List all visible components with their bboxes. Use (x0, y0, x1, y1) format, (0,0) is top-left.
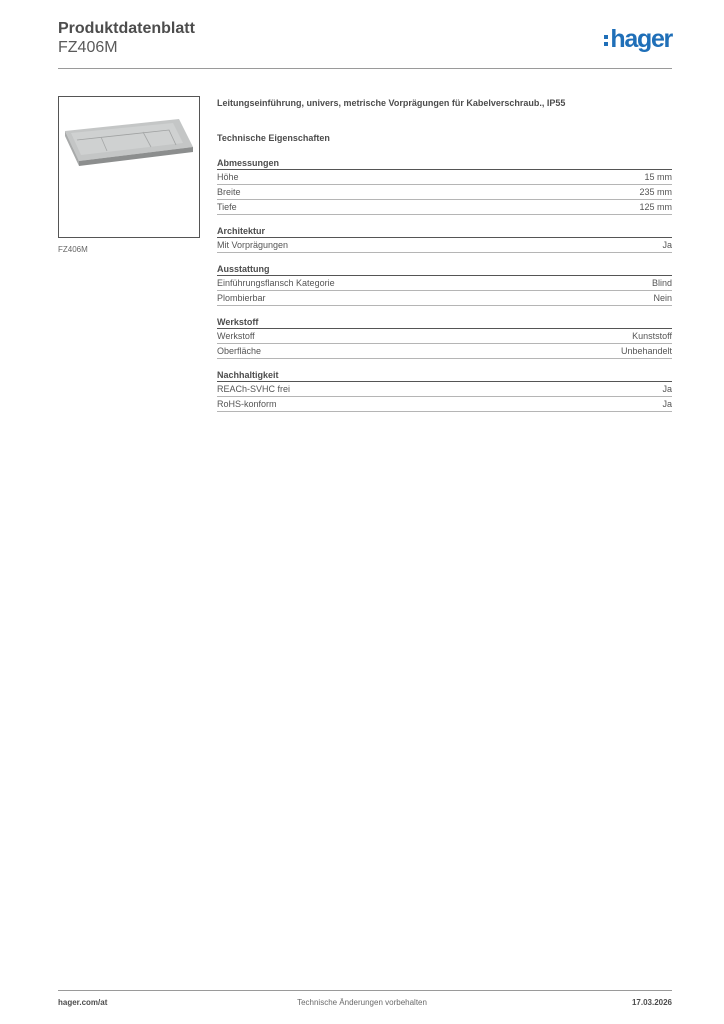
spec-value: Kunststoff (632, 331, 672, 341)
spec-value: Ja (662, 384, 672, 394)
group-title: Abmessungen (217, 158, 672, 170)
section-title: Technische Eigenschaften (217, 133, 330, 143)
group-ausstattung (217, 264, 672, 306)
product-details (217, 98, 672, 423)
spec-row (217, 397, 672, 412)
product-description: Leitungseinführung, univers, metrische Vorprägungen für Kabelverschraub., IP55 (217, 98, 566, 108)
spec-label: Werkstoff (217, 331, 255, 341)
product-image (58, 96, 200, 238)
spec-value: 15 mm (644, 172, 672, 182)
spec-label: Plombierbar (217, 293, 266, 303)
spec-row (217, 291, 672, 306)
spec-value: Blind (651, 278, 672, 288)
header-divider (58, 68, 672, 69)
spec-value: Ja (662, 240, 672, 250)
hager-logo (604, 27, 672, 52)
spec-row (217, 170, 672, 185)
spec-row (217, 344, 672, 359)
logo-dots-icon (604, 35, 608, 46)
spec-label: Einführungsflansch Kategorie (217, 278, 335, 288)
footer-note: Technische Änderungen vorbehalten (297, 998, 427, 1007)
group-title: Ausstattung (217, 264, 672, 276)
spec-row (217, 329, 672, 344)
spec-value: 235 mm (639, 187, 672, 197)
image-caption: FZ406M (58, 245, 88, 254)
logo-text: hager (610, 25, 672, 53)
footer-divider (58, 990, 672, 991)
spec-label: Höhe (217, 172, 239, 182)
footer-date: 17.03.2026 (631, 998, 672, 1007)
spec-label: Oberfläche (217, 346, 262, 356)
group-title: Werkstoff (217, 317, 672, 329)
spec-row (217, 238, 672, 253)
page-title: Produktdatenblatt (58, 20, 195, 37)
footer-website-link[interactable]: hager.com/at (58, 998, 108, 1007)
product-code: FZ406M (58, 39, 118, 56)
group-title: Nachhaltigkeit (217, 370, 672, 382)
spec-value: Ja (662, 399, 672, 409)
spec-row (217, 382, 672, 397)
spec-label: Tiefe (217, 202, 237, 212)
spec-value: 125 mm (639, 202, 672, 212)
spec-value: Unbehandelt (620, 346, 672, 356)
group-werkstoff (217, 317, 672, 359)
spec-row (217, 200, 672, 215)
group-nachhaltigkeit (217, 370, 672, 412)
spec-label: REACh-SVHC frei (217, 384, 291, 394)
spec-value: Nein (653, 293, 672, 303)
group-abmessungen (217, 158, 672, 215)
spec-row (217, 185, 672, 200)
group-architektur (217, 226, 672, 253)
spec-row (217, 276, 672, 291)
spec-label: RoHS-konform (217, 399, 277, 409)
spec-label: Mit Vorprägungen (217, 240, 289, 250)
group-title: Architektur (217, 226, 672, 238)
spec-label: Breite (217, 187, 241, 197)
cable-entry-plate-icon (59, 97, 199, 237)
